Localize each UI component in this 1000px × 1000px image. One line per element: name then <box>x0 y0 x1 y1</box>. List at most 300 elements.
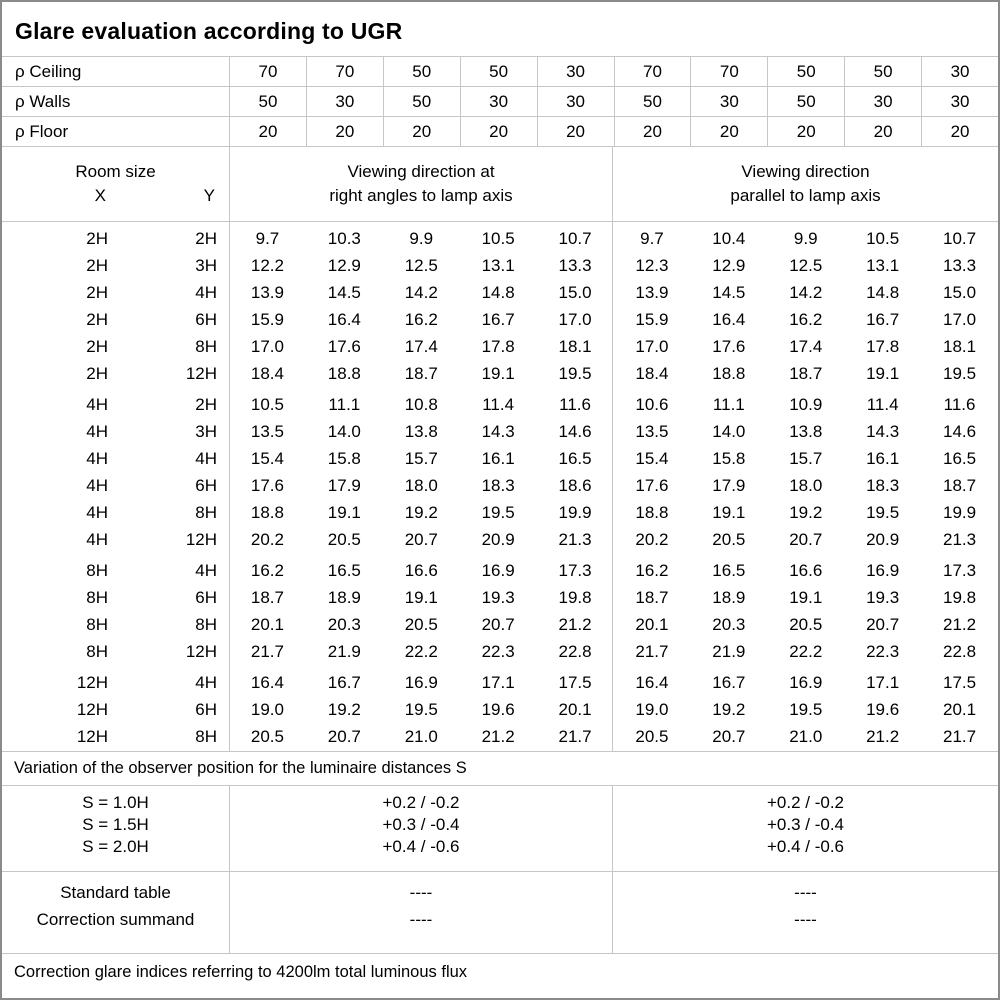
reflectance-value-cell: 70 <box>229 57 306 86</box>
ugr-right-angles-value-cell: 18.1 <box>558 337 592 356</box>
ugr-right-angles-value-cell: 17.1 <box>481 673 515 692</box>
spacer <box>217 557 229 584</box>
ugr-table-row <box>2 611 998 638</box>
ugr-right-angles-value-cell: 21.7 <box>558 727 592 746</box>
ugr-right-angles-value-cell: 21.3 <box>558 530 592 549</box>
ugr-right-angles-value-cell: 10.3 <box>327 229 361 248</box>
ugr-table-row <box>2 557 998 584</box>
room-y-cell: 3H <box>195 422 217 441</box>
reflectance-value-cell: 50 <box>383 87 460 116</box>
ugr-right-angles-value-cell: 16.7 <box>481 310 515 329</box>
room-x-cell: 2H <box>86 283 108 302</box>
room-y-cell: 8H <box>195 503 217 522</box>
reflectance-value-cell: 20 <box>383 117 460 146</box>
reflectance-value-cell: 50 <box>383 57 460 86</box>
spacer <box>217 723 229 750</box>
ugr-parallel-value-cell: 11.4 <box>866 395 899 414</box>
ugr-table-row <box>2 696 998 723</box>
reflectance-value-cell: 70 <box>614 57 691 86</box>
ugr-right-angles-value-cell: 11.6 <box>559 395 591 414</box>
ugr-right-angles-value-cell: 20.7 <box>481 615 515 634</box>
ugr-parallel-value-cell: 17.4 <box>789 337 823 356</box>
reflectance-value-cell: 20 <box>767 117 844 146</box>
viewing-right-angles-line2: right angles to lamp axis <box>329 186 513 205</box>
room-x-cell: 4H <box>86 422 108 441</box>
summary-row-label: Standard table <box>60 883 171 902</box>
ugr-parallel-value-cell: 20.5 <box>789 615 823 634</box>
ugr-parallel-value-cell: 10.9 <box>789 395 823 414</box>
ugr-right-angles-value-cell: 18.6 <box>558 476 592 495</box>
reflectance-value-cell: 70 <box>690 57 767 86</box>
ugr-table-row <box>2 360 998 387</box>
ugr-parallel-value-cell: 18.9 <box>712 588 746 607</box>
footer-note: Correction glare indices referring to 4200lm total luminous flux <box>14 963 468 981</box>
ugr-right-angles-value-cell: 14.3 <box>481 422 515 441</box>
ugr-right-angles-value-cell: 21.2 <box>558 615 592 634</box>
variation-right-angles-value: +0.3 / -0.4 <box>382 815 460 834</box>
spacer <box>217 279 229 306</box>
ugr-right-angles-value-cell: 19.1 <box>481 364 515 383</box>
ugr-parallel-value-cell: 20.5 <box>635 727 669 746</box>
ugr-parallel-value-cell: 20.5 <box>712 530 746 549</box>
reflectance-row <box>2 87 998 117</box>
variation-parallel-values <box>612 786 998 871</box>
ugr-right-angles-value-cell: 16.9 <box>481 561 515 580</box>
ugr-right-angles-value-cell: 16.6 <box>404 561 438 580</box>
summary-section <box>2 872 998 954</box>
ugr-right-angles-value-cell: 19.3 <box>481 588 515 607</box>
ugr-parallel-value-cell: 21.2 <box>866 727 900 746</box>
ugr-parallel-value-cell: 20.7 <box>789 530 823 549</box>
ugr-right-angles-value-cell: 22.3 <box>481 642 515 661</box>
viewing-direction-parallel-header <box>612 147 998 221</box>
summary-row-label: Correction summand <box>36 910 195 929</box>
variation-right-angles-value: +0.4 / -0.6 <box>382 837 460 856</box>
ugr-right-angles-value-cell: 10.5 <box>250 395 284 414</box>
ugr-parallel-value-cell: 17.1 <box>866 673 900 692</box>
ugr-right-angles-value-cell: 19.1 <box>404 588 438 607</box>
ugr-parallel-value-cell: 22.3 <box>866 642 900 661</box>
ugr-right-angles-value-cell: 15.0 <box>558 283 592 302</box>
column-divider <box>612 222 613 751</box>
ugr-right-angles-value-cell: 17.0 <box>250 337 284 356</box>
ugr-right-angles-value-cell: 16.2 <box>404 310 438 329</box>
room-y-cell: 12H <box>185 364 217 383</box>
ugr-parallel-value-cell: 22.8 <box>943 642 977 661</box>
ugr-parallel-value-cell: 14.6 <box>943 422 977 441</box>
spacer <box>217 418 229 445</box>
ugr-parallel-value-cell: 16.9 <box>866 561 900 580</box>
ugr-parallel-value-cell: 17.6 <box>712 337 746 356</box>
variation-parallel-value: +0.2 / -0.2 <box>766 793 845 812</box>
ugr-parallel-value-cell: 13.9 <box>635 283 669 302</box>
ugr-parallel-value-cell: 19.1 <box>866 364 900 383</box>
variation-s-label: S = 2.0H <box>82 837 149 856</box>
ugr-right-angles-value-cell: 10.7 <box>558 229 592 248</box>
ugr-right-angles-value-cell: 20.5 <box>404 615 438 634</box>
reflectance-value-cell: 20 <box>614 117 691 146</box>
reflectance-value-cell: 50 <box>460 57 537 86</box>
ugr-parallel-value-cell: 16.5 <box>943 449 977 468</box>
ugr-parallel-value-cell: 16.7 <box>712 673 746 692</box>
spacer <box>217 499 229 526</box>
ugr-parallel-value-cell: 16.1 <box>866 449 900 468</box>
ugr-parallel-value-cell: 12.5 <box>789 256 823 275</box>
ugr-table-block <box>2 557 998 665</box>
ugr-right-angles-value-cell: 17.4 <box>404 337 438 356</box>
reflectance-value-cell: 20 <box>229 117 306 146</box>
room-y-cell: 8H <box>195 337 217 356</box>
ugr-right-angles-value-cell: 19.5 <box>404 700 438 719</box>
ugr-right-angles-value-cell: 20.5 <box>327 530 361 549</box>
ugr-parallel-value-cell: 18.8 <box>635 503 669 522</box>
ugr-parallel-value-cell: 20.7 <box>866 615 900 634</box>
ugr-parallel-value-cell: 14.3 <box>866 422 900 441</box>
viewing-right-angles-line1: Viewing direction at <box>347 162 495 181</box>
ugr-right-angles-value-cell: 14.2 <box>404 283 438 302</box>
ugr-parallel-value-cell: 18.7 <box>943 476 977 495</box>
spacer <box>217 252 229 279</box>
reflectance-value-cell: 30 <box>844 87 921 116</box>
room-x-cell: 12H <box>76 727 108 746</box>
ugr-table-row <box>2 723 998 750</box>
ugr-parallel-value-cell: 13.5 <box>635 422 669 441</box>
ugr-right-angles-value-cell: 20.7 <box>327 727 361 746</box>
spacer <box>217 333 229 360</box>
ugr-right-angles-value-cell: 16.1 <box>481 449 515 468</box>
room-y-label: Y <box>203 186 215 205</box>
spacer <box>217 391 229 418</box>
room-x-cell: 8H <box>86 588 108 607</box>
ugr-parallel-value-cell: 11.1 <box>712 395 745 414</box>
ugr-parallel-value-cell: 16.6 <box>789 561 823 580</box>
variation-section <box>2 786 998 872</box>
ugr-parallel-value-cell: 17.0 <box>943 310 977 329</box>
ugr-right-angles-value-cell: 13.3 <box>558 256 592 275</box>
ugr-parallel-value-cell: 21.3 <box>943 530 977 549</box>
variation-note: Variation of the observer position for the luminaire distances S <box>2 752 998 786</box>
ugr-right-angles-value-cell: 16.5 <box>327 561 361 580</box>
ugr-right-angles-value-cell: 10.5 <box>481 229 515 248</box>
room-y-cell: 2H <box>195 229 217 248</box>
ugr-parallel-value-cell: 20.1 <box>943 700 977 719</box>
ugr-parallel-value-cell: 20.3 <box>712 615 746 634</box>
ugr-parallel-value-cell: 20.2 <box>635 530 669 549</box>
ugr-parallel-value-cell: 11.6 <box>943 395 976 414</box>
ugr-parallel-value-cell: 10.5 <box>866 229 900 248</box>
ugr-parallel-value-cell: 21.2 <box>943 615 977 634</box>
room-y-cell: 4H <box>195 283 217 302</box>
reflectance-value-cell: 30 <box>460 87 537 116</box>
ugr-parallel-value-cell: 18.8 <box>712 364 746 383</box>
ugr-parallel-value-cell: 20.1 <box>635 615 669 634</box>
ugr-parallel-value-cell: 19.2 <box>789 503 823 522</box>
variation-right-angles-values <box>229 786 612 871</box>
spacer <box>217 225 229 252</box>
room-x-cell: 2H <box>86 310 108 329</box>
ugr-parallel-value-cell: 19.3 <box>866 588 900 607</box>
ugr-right-angles-value-cell: 16.4 <box>327 310 361 329</box>
reflectance-row-label: ρ Ceiling <box>15 61 82 81</box>
ugr-right-angles-value-cell: 16.9 <box>404 673 438 692</box>
room-y-cell: 2H <box>195 395 217 414</box>
ugr-right-angles-value-cell: 17.6 <box>250 476 284 495</box>
reflectance-value-cell: 20 <box>844 117 921 146</box>
ugr-right-angles-value-cell: 10.8 <box>404 395 438 414</box>
spacer <box>217 445 229 472</box>
ugr-right-angles-value-cell: 18.9 <box>327 588 361 607</box>
reflectance-value-cell: 30 <box>537 57 614 86</box>
room-x-cell: 2H <box>86 256 108 275</box>
ugr-parallel-value-cell: 19.2 <box>712 700 746 719</box>
ugr-right-angles-value-cell: 19.8 <box>558 588 592 607</box>
ugr-right-angles-value-cell: 19.9 <box>558 503 592 522</box>
room-x-cell: 2H <box>86 337 108 356</box>
reflectance-row <box>2 57 998 87</box>
ugr-right-angles-value-cell: 12.5 <box>404 256 438 275</box>
ugr-parallel-value-cell: 14.2 <box>789 283 823 302</box>
summary-parallel-value: ---- <box>794 910 817 929</box>
ugr-right-angles-value-cell: 19.6 <box>481 700 515 719</box>
ugr-parallel-value-cell: 16.2 <box>789 310 823 329</box>
reflectance-value-cell: 30 <box>921 57 998 86</box>
ugr-parallel-value-cell: 15.9 <box>635 310 669 329</box>
ugr-parallel-value-cell: 21.7 <box>943 727 977 746</box>
ugr-right-angles-value-cell: 17.9 <box>327 476 361 495</box>
room-y-cell: 4H <box>195 449 217 468</box>
room-x-label: X <box>94 186 106 205</box>
room-y-cell: 3H <box>195 256 217 275</box>
ugr-right-angles-value-cell: 15.8 <box>327 449 361 468</box>
room-y-cell: 8H <box>195 615 217 634</box>
ugr-table-block <box>2 391 998 553</box>
reflectance-value-cell: 20 <box>460 117 537 146</box>
ugr-right-angles-value-cell: 12.2 <box>250 256 284 275</box>
ugr-right-angles-value-cell: 15.7 <box>404 449 438 468</box>
reflectance-value-cell: 70 <box>306 57 383 86</box>
ugr-right-angles-value-cell: 19.5 <box>481 503 515 522</box>
room-y-cell: 8H <box>195 727 217 746</box>
ugr-right-angles-value-cell: 17.0 <box>558 310 592 329</box>
variation-s-label: S = 1.5H <box>82 815 149 834</box>
ugr-parallel-value-cell: 19.5 <box>943 364 977 383</box>
spacer <box>217 306 229 333</box>
ugr-right-angles-value-cell: 19.1 <box>327 503 361 522</box>
ugr-parallel-value-cell: 22.2 <box>789 642 823 661</box>
ugr-right-angles-value-cell: 18.4 <box>250 364 284 383</box>
ugr-parallel-value-cell: 12.9 <box>712 256 746 275</box>
spacer <box>217 584 229 611</box>
ugr-right-angles-value-cell: 22.8 <box>558 642 592 661</box>
ugr-table-block <box>2 225 998 387</box>
room-x-cell: 12H <box>76 700 108 719</box>
reflectance-value-cell: 20 <box>690 117 767 146</box>
viewing-direction-right-angles-header <box>229 147 612 221</box>
ugr-table-row <box>2 584 998 611</box>
ugr-table-row <box>2 499 998 526</box>
ugr-right-angles-value-cell: 20.7 <box>404 530 438 549</box>
ugr-table-row <box>2 306 998 333</box>
ugr-parallel-value-cell: 16.5 <box>712 561 746 580</box>
ugr-parallel-value-cell: 14.8 <box>866 283 900 302</box>
ugr-right-angles-value-cell: 13.5 <box>250 422 284 441</box>
room-x-cell: 4H <box>86 449 108 468</box>
ugr-right-angles-value-cell: 20.9 <box>481 530 515 549</box>
ugr-parallel-value-cell: 9.9 <box>793 229 818 248</box>
ugr-table-row <box>2 526 998 553</box>
ugr-parallel-value-cell: 18.7 <box>789 364 823 383</box>
ugr-parallel-value-cell: 13.1 <box>866 256 900 275</box>
room-y-cell: 4H <box>195 673 217 692</box>
summary-parallel-value: ---- <box>794 883 817 902</box>
room-y-cell: 6H <box>195 700 217 719</box>
ugr-table-block <box>2 669 998 750</box>
ugr-parallel-value-cell: 13.8 <box>789 422 823 441</box>
room-x-cell: 8H <box>86 561 108 580</box>
ugr-right-angles-value-cell: 14.5 <box>327 283 361 302</box>
ugr-parallel-value-cell: 10.4 <box>712 229 746 248</box>
ugr-right-angles-value-cell: 11.4 <box>482 395 515 414</box>
spacer <box>217 611 229 638</box>
ugr-right-angles-value-cell: 12.9 <box>327 256 361 275</box>
ugr-right-angles-value-cell: 19.0 <box>250 700 284 719</box>
spacer <box>217 696 229 723</box>
ugr-parallel-value-cell: 12.3 <box>635 256 669 275</box>
ugr-parallel-value-cell: 17.6 <box>635 476 669 495</box>
reflectance-row <box>2 117 998 147</box>
ugr-parallel-value-cell: 15.8 <box>712 449 746 468</box>
ugr-right-angles-value-cell: 16.4 <box>250 673 284 692</box>
ugr-parallel-value-cell: 19.5 <box>866 503 900 522</box>
ugr-right-angles-value-cell: 18.7 <box>404 364 438 383</box>
ugr-parallel-value-cell: 16.9 <box>789 673 823 692</box>
spacer <box>217 638 229 665</box>
ugr-parallel-value-cell: 21.0 <box>789 727 823 746</box>
viewing-parallel-line1: Viewing direction <box>741 162 870 181</box>
room-y-cell: 12H <box>185 530 217 549</box>
room-x-cell: 2H <box>86 229 108 248</box>
ugr-parallel-value-cell: 21.9 <box>712 642 746 661</box>
summary-right-angles-values <box>229 872 612 953</box>
summary-parallel-values <box>612 872 998 953</box>
reflectance-value-cell: 30 <box>306 87 383 116</box>
ugr-right-angles-value-cell: 16.5 <box>558 449 592 468</box>
ugr-parallel-value-cell: 10.6 <box>635 395 669 414</box>
reflectance-value-cell: 20 <box>306 117 383 146</box>
ugr-parallel-value-cell: 17.3 <box>943 561 977 580</box>
ugr-table-row <box>2 669 998 696</box>
ugr-right-angles-value-cell: 14.0 <box>327 422 361 441</box>
ugr-parallel-value-cell: 19.0 <box>635 700 669 719</box>
reflectance-row-label: ρ Floor <box>15 121 69 141</box>
ugr-parallel-value-cell: 20.7 <box>712 727 746 746</box>
page-title: Glare evaluation according to UGR <box>2 2 998 57</box>
reflectance-value-cell: 50 <box>229 87 306 116</box>
ugr-parallel-value-cell: 20.9 <box>866 530 900 549</box>
ugr-table-row <box>2 252 998 279</box>
ugr-right-angles-value-cell: 19.2 <box>404 503 438 522</box>
ugr-right-angles-value-cell: 17.3 <box>558 561 592 580</box>
ugr-parallel-value-cell: 16.4 <box>712 310 746 329</box>
variation-right-angles-value: +0.2 / -0.2 <box>382 793 460 812</box>
ugr-right-angles-value-cell: 19.2 <box>327 700 361 719</box>
ugr-right-angles-value-cell: 13.9 <box>250 283 284 302</box>
room-x-cell: 4H <box>86 530 108 549</box>
reflectance-value-cell: 30 <box>690 87 767 116</box>
room-x-cell: 12H <box>76 673 108 692</box>
ugr-right-angles-value-cell: 20.3 <box>327 615 361 634</box>
ugr-right-angles-value-cell: 18.3 <box>481 476 515 495</box>
ugr-right-angles-value-cell: 16.7 <box>327 673 361 692</box>
ugr-right-angles-value-cell: 20.1 <box>558 700 592 719</box>
ugr-right-angles-value-cell: 11.1 <box>328 395 361 414</box>
ugr-right-angles-value-cell: 15.9 <box>250 310 284 329</box>
ugr-parallel-value-cell: 14.0 <box>712 422 746 441</box>
ugr-right-angles-value-cell: 18.7 <box>250 588 284 607</box>
room-y-cell: 6H <box>195 310 217 329</box>
ugr-parallel-value-cell: 18.4 <box>635 364 669 383</box>
reflectance-table <box>2 57 998 147</box>
ugr-parallel-value-cell: 16.4 <box>635 673 669 692</box>
room-y-cell: 4H <box>195 561 217 580</box>
room-x-cell: 4H <box>86 503 108 522</box>
room-size-header <box>2 147 229 221</box>
ugr-parallel-value-cell: 10.7 <box>943 229 977 248</box>
reflectance-value-cell: 20 <box>921 117 998 146</box>
ugr-table-row <box>2 638 998 665</box>
ugr-parallel-value-cell: 18.7 <box>635 588 669 607</box>
ugr-parallel-value-cell: 19.1 <box>789 588 823 607</box>
ugr-right-angles-value-cell: 21.9 <box>327 642 361 661</box>
summary-labels <box>2 872 229 953</box>
variation-s-label: S = 1.0H <box>82 793 149 812</box>
spacer <box>217 360 229 387</box>
ugr-right-angles-value-cell: 20.2 <box>250 530 284 549</box>
room-y-cell: 6H <box>195 476 217 495</box>
summary-right-angles-value: ---- <box>409 910 433 929</box>
reflectance-value-cell: 30 <box>921 87 998 116</box>
table-column-header <box>2 147 998 222</box>
ugr-table-row <box>2 225 998 252</box>
reflectance-value-cell: 30 <box>537 87 614 116</box>
ugr-parallel-value-cell: 21.7 <box>635 642 669 661</box>
ugr-right-angles-value-cell: 18.0 <box>404 476 438 495</box>
ugr-right-angles-value-cell: 15.4 <box>250 449 284 468</box>
ugr-parallel-value-cell: 18.0 <box>789 476 823 495</box>
ugr-parallel-value-cell: 14.5 <box>712 283 746 302</box>
ugr-parallel-value-cell: 19.6 <box>866 700 900 719</box>
ugr-parallel-value-cell: 17.8 <box>866 337 900 356</box>
ugr-right-angles-value-cell: 18.8 <box>250 503 284 522</box>
reflectance-row-label: ρ Walls <box>15 91 71 111</box>
reflectance-value-cell: 20 <box>537 117 614 146</box>
ugr-parallel-value-cell: 19.8 <box>943 588 977 607</box>
ugr-parallel-value-cell: 15.4 <box>635 449 669 468</box>
ugr-table-row <box>2 418 998 445</box>
ugr-right-angles-value-cell: 13.1 <box>481 256 515 275</box>
ugr-right-angles-value-cell: 20.5 <box>250 727 284 746</box>
ugr-right-angles-value-cell: 16.2 <box>250 561 284 580</box>
ugr-right-angles-value-cell: 9.7 <box>255 229 280 248</box>
ugr-table-row <box>2 333 998 360</box>
ugr-parallel-value-cell: 13.3 <box>943 256 977 275</box>
summary-right-angles-value: ---- <box>409 883 433 902</box>
room-y-cell: 6H <box>195 588 217 607</box>
room-x-cell: 2H <box>86 364 108 383</box>
room-y-cell: 12H <box>185 642 217 661</box>
ugr-right-angles-value-cell: 22.2 <box>404 642 438 661</box>
ugr-parallel-value-cell: 9.7 <box>640 229 664 248</box>
